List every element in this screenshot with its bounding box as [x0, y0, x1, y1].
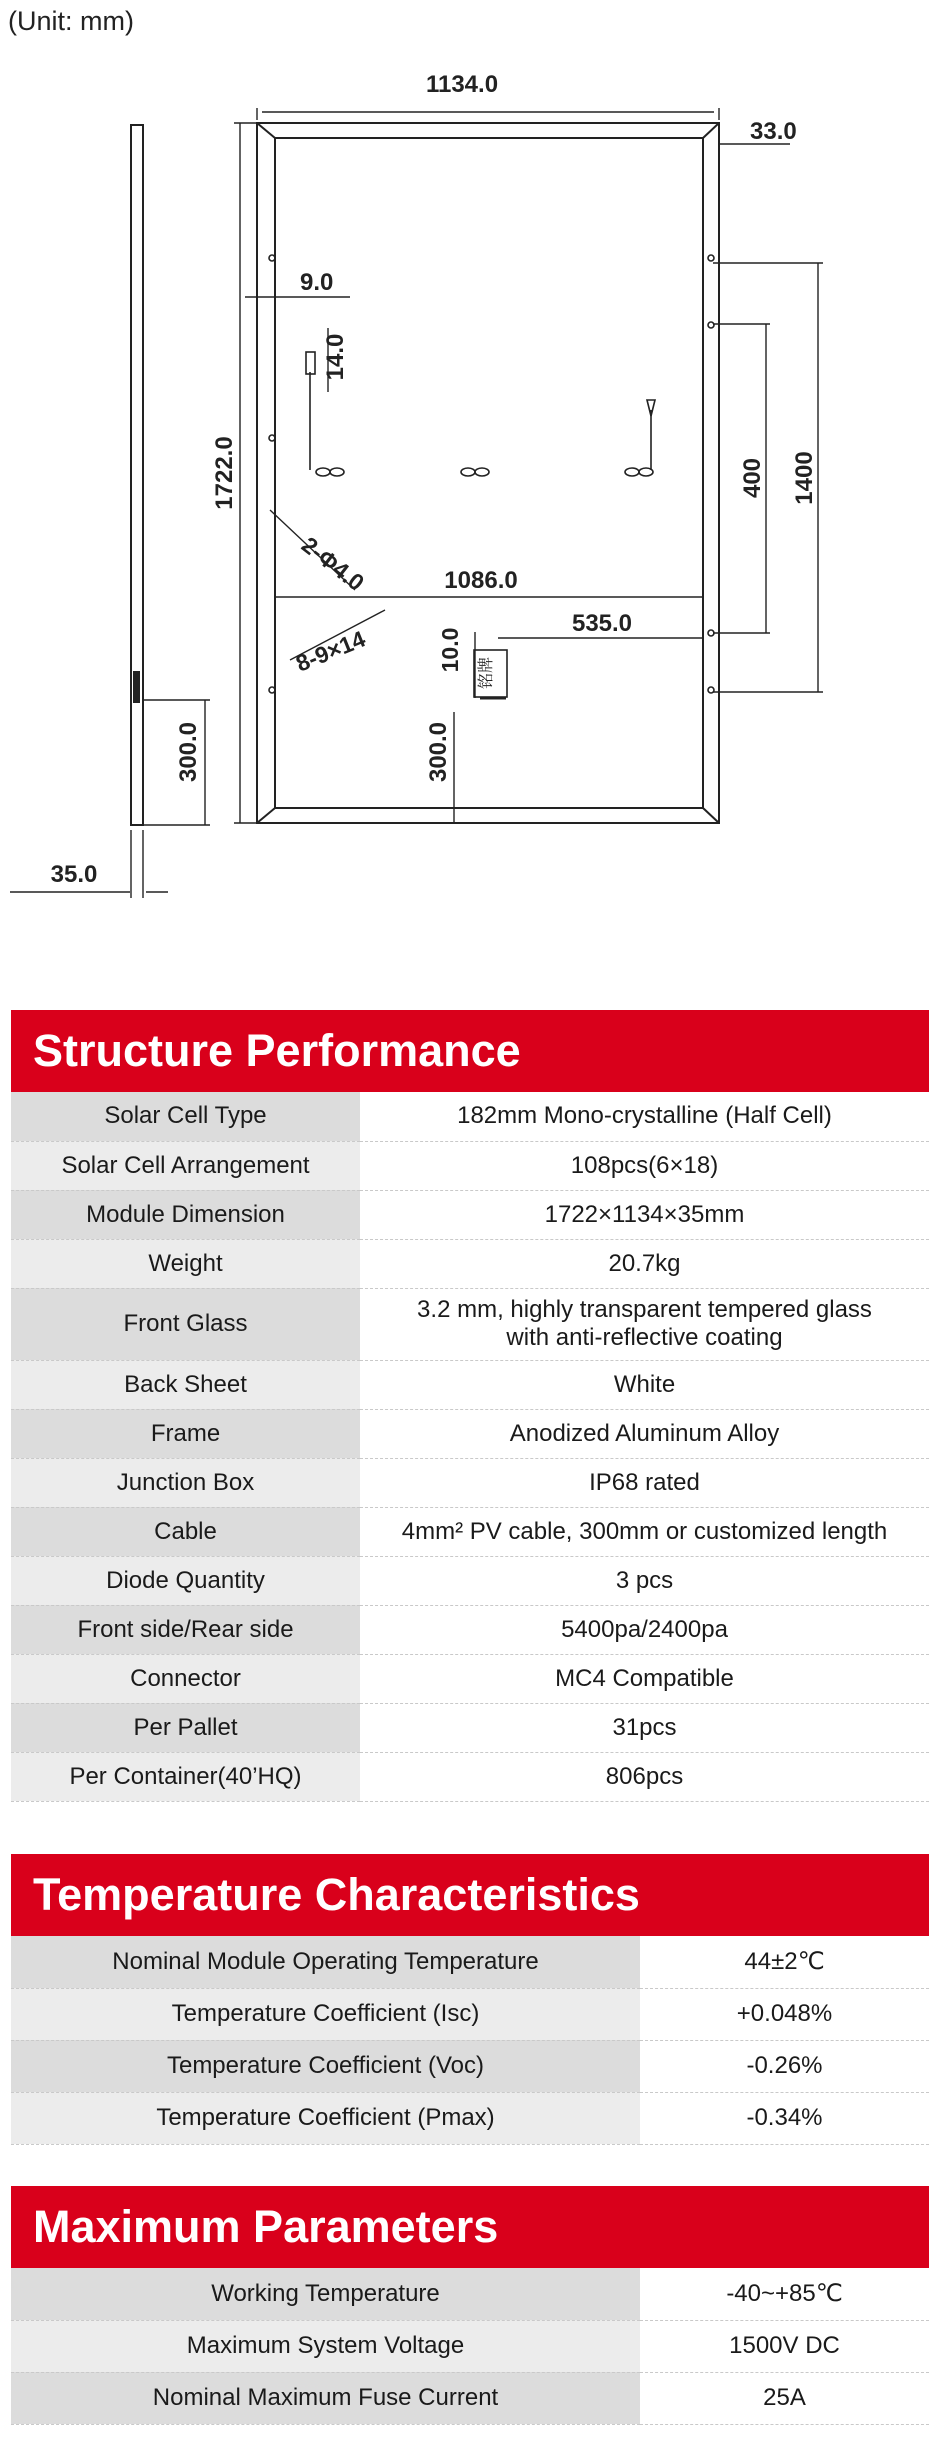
row-label: Per Pallet	[11, 1703, 360, 1752]
table-row	[11, 2092, 929, 2144]
row-label: Solar Cell Arrangement	[11, 1141, 360, 1190]
row-label: Nominal Maximum Fuse Current	[11, 2372, 640, 2424]
row-label: Module Dimension	[11, 1190, 360, 1239]
table-row	[11, 1936, 929, 1988]
row-value: 25A	[640, 2372, 929, 2424]
dim-cable-left: 300.0	[175, 721, 202, 783]
row-value: 806pcs	[360, 1752, 929, 1801]
row-label: Per Container(40’HQ)	[11, 1752, 360, 1801]
table-row	[11, 1654, 929, 1703]
dim-hole-offset-y: 14.0	[322, 333, 349, 381]
dim-width-inner: 1086.0	[444, 567, 518, 594]
dim-mount-1400: 1400	[791, 451, 818, 505]
temperature-section	[11, 1854, 929, 2145]
table-row	[11, 1556, 929, 1605]
table-row	[11, 2040, 929, 2092]
row-value: -0.34%	[640, 2092, 929, 2144]
row-label: Front side/Rear side	[11, 1605, 360, 1654]
table-row	[11, 1239, 929, 1288]
table-row	[11, 2320, 929, 2372]
section-title: Maximum Parameters	[11, 2186, 929, 2268]
row-label: Working Temperature	[11, 2268, 640, 2320]
nameplate-label: 铭牌	[476, 656, 495, 690]
table-row	[11, 1458, 929, 1507]
row-value: MC4 Compatible	[360, 1654, 929, 1703]
row-value: 182mm Mono-crystalline (Half Cell)	[360, 1092, 929, 1141]
row-value-line: 3.2 mm, highly transparent tempered glass	[417, 1296, 872, 1323]
section-title: Temperature Characteristics	[11, 1854, 929, 1936]
row-value: White	[360, 1360, 929, 1409]
row-label: Front Glass	[11, 1288, 360, 1360]
dim-hole-offset-x: 9.0	[300, 269, 334, 296]
dim-mount-400: 400	[739, 457, 766, 499]
row-label: Temperature Coefficient (Voc)	[11, 2040, 640, 2092]
table-row	[11, 1190, 929, 1239]
row-label: Junction Box	[11, 1458, 360, 1507]
row-value: 5400pa/2400pa	[360, 1605, 929, 1654]
table-row	[11, 1988, 929, 2040]
table-row	[11, 1605, 929, 1654]
maximum-table	[11, 2268, 929, 2425]
module-dimension-drawing	[0, 0, 938, 900]
side-profile	[131, 125, 143, 825]
dim-frame-edge: 33.0	[750, 118, 797, 145]
row-label: Maximum System Voltage	[11, 2320, 640, 2372]
row-value: 3 pcs	[360, 1556, 929, 1605]
maximum-parameters-section	[11, 2186, 929, 2425]
table-row	[11, 1141, 929, 1190]
section-title: Structure Performance	[11, 1010, 929, 1092]
dim-cable-center: 300.0	[425, 721, 452, 783]
row-label: Nominal Module Operating Temperature	[11, 1936, 640, 1988]
row-value: 44±2℃	[640, 1936, 929, 1988]
row-label: Temperature Coefficient (Isc)	[11, 1988, 640, 2040]
dim-frame-thickness: 35.0	[50, 861, 98, 888]
row-value: IP68 rated	[360, 1458, 929, 1507]
unit-label: (Unit: mm)	[8, 6, 134, 36]
dim-nameplate-y: 10.0	[437, 627, 463, 673]
row-label: Frame	[11, 1409, 360, 1458]
row-value: -0.26%	[640, 2040, 929, 2092]
structure-table	[11, 1092, 929, 1802]
dim-ground-holes: 2-Φ4.0	[296, 531, 370, 596]
row-value: 20.7kg	[360, 1239, 929, 1288]
dim-height: 1722.0	[211, 436, 238, 510]
row-value: 108pcs(6×18)	[360, 1141, 929, 1190]
row-label: Solar Cell Type	[11, 1092, 360, 1141]
row-value: Anodized Aluminum Alloy	[360, 1409, 929, 1458]
table-row	[11, 1360, 929, 1409]
table-row	[11, 1092, 929, 1141]
row-value	[360, 1288, 929, 1360]
table-row	[11, 1507, 929, 1556]
dim-nameplate-x: 535.0	[571, 610, 633, 637]
row-value: 31pcs	[360, 1703, 929, 1752]
row-value: 4mm² PV cable, 300mm or customized length	[360, 1507, 929, 1556]
row-label: Back Sheet	[11, 1360, 360, 1409]
row-value: 1722×1134×35mm	[360, 1190, 929, 1239]
row-label: Weight	[11, 1239, 360, 1288]
dim-slot-holes: 8-9×14	[292, 625, 369, 677]
row-value: +0.048%	[640, 1988, 929, 2040]
row-value: 1500V DC	[640, 2320, 929, 2372]
row-label: Temperature Coefficient (Pmax)	[11, 2092, 640, 2144]
row-label: Connector	[11, 1654, 360, 1703]
table-row	[11, 1288, 929, 1360]
table-row	[11, 1752, 929, 1801]
structure-performance-section	[11, 1010, 929, 1802]
table-row	[11, 2372, 929, 2424]
table-row	[11, 2268, 929, 2320]
temperature-table	[11, 1936, 929, 2145]
side-junction-box	[134, 672, 139, 702]
row-label: Cable	[11, 1507, 360, 1556]
row-value: -40~+85℃	[640, 2268, 929, 2320]
dim-width-outer: 1134.0	[425, 71, 499, 98]
table-row	[11, 1409, 929, 1458]
table-row	[11, 1703, 929, 1752]
row-value-line: with anti-reflective coating	[506, 1324, 783, 1351]
row-label: Diode Quantity	[11, 1556, 360, 1605]
